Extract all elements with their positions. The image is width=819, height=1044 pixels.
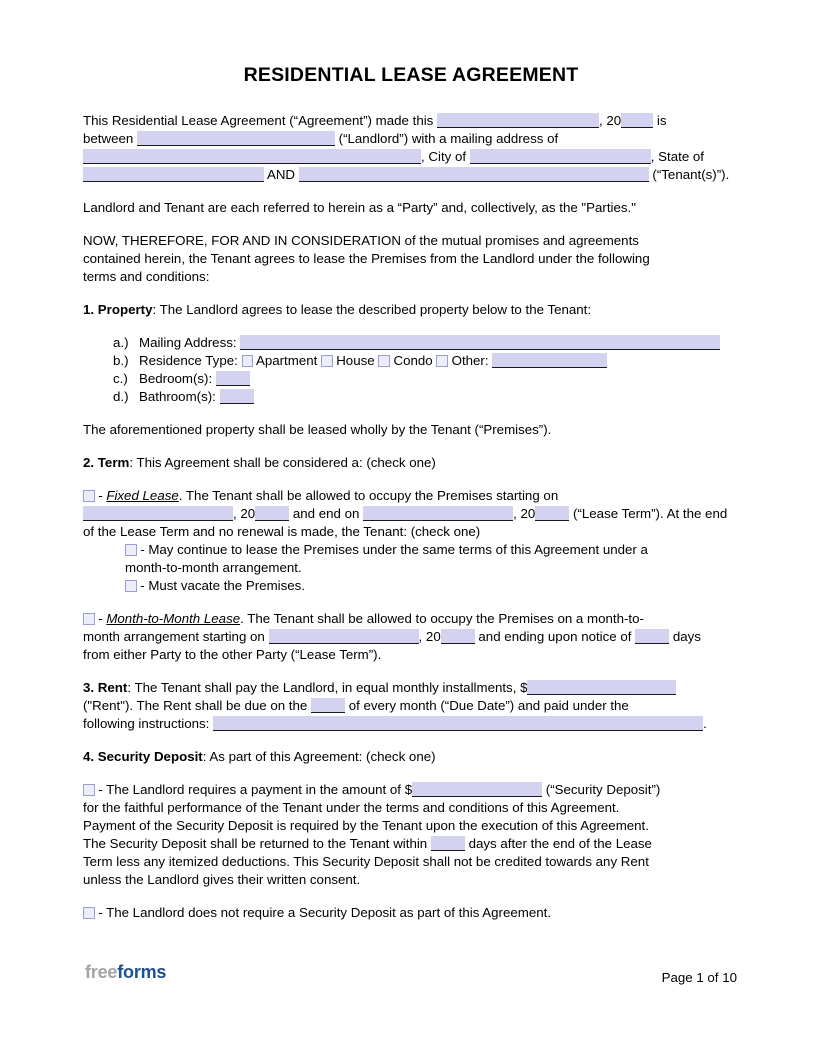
agreement-date-field[interactable] (437, 113, 599, 128)
text-line: AND (“Tenant(s)”). (83, 166, 739, 184)
text-line: This Residential Lease Agreement (“Agreement”) made this , 20 is (83, 113, 667, 128)
house-checkbox[interactable] (321, 355, 333, 367)
other-checkbox[interactable] (436, 355, 448, 367)
rent-amount-field[interactable] (527, 680, 676, 695)
document-content (83, 64, 739, 922)
text-line: Payment of the Security Deposit is required by the Tenant upon the execution of this Agreement. (83, 818, 649, 833)
bedrooms-field[interactable] (216, 371, 250, 386)
text-line: NOW, THEREFORE, FOR AND IN CONSIDERATION of the mutual promises and agreements (83, 233, 639, 248)
text-line: ("Rent"). The Rent shall be due on the of every month (“Due Date”) and paid under the (83, 698, 629, 713)
section-heading-text: 4. Security Deposit (83, 749, 203, 764)
text-line: following instructions: . (83, 716, 707, 731)
m2m-start-date-field[interactable] (269, 629, 419, 644)
text-line: - Month-to-Month Lease. The Tenant shall be allowed to occupy the Premises on a month-to- (83, 610, 739, 628)
fixed-lease-options (83, 541, 739, 595)
m2m-start-year-field[interactable] (441, 629, 475, 644)
text-line: unless the Landlord gives their written consent. (83, 872, 361, 887)
text-line: from either Party to the other Party (“Lease Term”). (83, 647, 382, 662)
payment-instructions-field[interactable] (213, 716, 703, 731)
text-line: b.) Residence Type: Apartment House Condo Other: (113, 352, 739, 370)
consideration-paragraph (83, 232, 739, 286)
text-line: , City of , State of (83, 148, 739, 166)
page-number: Page 1 of 10 (661, 970, 737, 985)
text-line: - May continue to lease the Premises under the same terms of this Agreement under a (125, 541, 739, 559)
no-deposit-checkbox[interactable] (83, 907, 95, 919)
text-line: - Must vacate the Premises. (125, 577, 739, 595)
property-list (83, 334, 739, 406)
defined-term: Fixed Lease (106, 488, 179, 503)
text-line: The Security Deposit shall be returned to the Tenant within days after the end of the Lease (83, 836, 652, 851)
deposit-amount-field[interactable] (412, 782, 542, 797)
list-item-label: a.) (113, 335, 129, 350)
bathrooms-field[interactable] (220, 389, 254, 404)
list-item-label: b.) (113, 353, 129, 368)
document-body (83, 112, 739, 922)
text-line: 2. Term: This Agreement shall be considered a: (check one) (83, 455, 436, 470)
other-residence-type-field[interactable] (492, 353, 607, 368)
must-vacate-checkbox[interactable] (125, 580, 137, 592)
text-line: 4. Security Deposit: As part of this Agreement: (check one) (83, 749, 436, 764)
premises-paragraph (83, 421, 739, 439)
continue-month-to-month-checkbox[interactable] (125, 544, 137, 556)
landlord-city-field[interactable] (470, 149, 651, 164)
logo-forms-text: forms (117, 962, 167, 982)
section-2-term-heading (83, 454, 739, 472)
text-line: Landlord and Tenant are each referred to herein as a “Party” and, collectively, as the "Parties." (83, 200, 636, 215)
landlord-state-field[interactable] (83, 167, 264, 182)
lease-end-date-field[interactable] (363, 506, 513, 521)
apartment-checkbox[interactable] (242, 355, 254, 367)
text-line: 3. Rent: The Tenant shall pay the Landlord, in equal monthly installments, $ (83, 679, 739, 697)
text-line: c.) Bedroom(s): (113, 370, 739, 388)
tenant-name-field[interactable] (299, 167, 649, 182)
text-line: month arrangement starting on , 20 and ending upon notice of days (83, 629, 701, 644)
text-line: for the faithful performance of the Tenant under the terms and conditions of this Agreement. (83, 800, 620, 815)
month-to-month-lease-checkbox[interactable] (83, 613, 95, 625)
landlord-address-field[interactable] (83, 149, 421, 164)
fixed-lease-checkbox[interactable] (83, 490, 95, 502)
text-line: between (“Landlord”) with a mailing address of (83, 131, 559, 146)
deposit-required-checkbox[interactable] (83, 784, 95, 796)
landlord-name-field[interactable] (137, 131, 335, 146)
agreement-year-field[interactable] (621, 113, 653, 128)
security-deposit-required-paragraph (83, 781, 739, 889)
section-4-security-deposit-heading (83, 748, 739, 766)
text-line: of the Lease Term and no renewal is made, the Tenant: (check one) (83, 524, 481, 539)
text-line: - The Landlord requires a payment in the amount of $ (“Security Deposit”) (83, 781, 739, 799)
parties-paragraph (83, 199, 739, 217)
logo-free-text: free (85, 962, 118, 982)
deposit-return-days-field[interactable] (431, 836, 465, 851)
section-heading-text: 2. Term (83, 455, 130, 470)
defined-term: Month-to-Month Lease (106, 611, 241, 626)
notice-days-field[interactable] (635, 629, 669, 644)
text-line: Term less any itemized deductions. This Security Deposit shall not be credited towards any Rent (83, 854, 649, 869)
text-line: The aforementioned property shall be leased wholly by the Tenant (“Premises”). (83, 422, 552, 437)
month-to-month-paragraph (83, 610, 739, 664)
section-3-rent-paragraph (83, 679, 739, 733)
fixed-lease-paragraph (83, 487, 739, 541)
text-line: 1. Property: The Landlord agrees to lease the described property below to the Tenant: (83, 302, 592, 317)
lease-end-year-field[interactable] (535, 506, 569, 521)
freeforms-logo (85, 962, 166, 983)
condo-checkbox[interactable] (378, 355, 390, 367)
section-1-property-heading (83, 301, 739, 319)
text-line: terms and conditions: (83, 269, 210, 284)
lease-start-date-field[interactable] (83, 506, 233, 521)
intro-paragraph (83, 112, 739, 184)
text-line: contained herein, the Tenant agrees to lease the Premises from the Landlord under the following (83, 251, 650, 266)
text-line: - Fixed Lease. The Tenant shall be allowed to occupy the Premises starting on (83, 487, 739, 505)
text-line: a.) Mailing Address: (113, 334, 739, 352)
section-heading-text: 3. Rent (83, 680, 128, 695)
rent-due-day-field[interactable] (311, 698, 345, 713)
text-line: - The Landlord does not require a Security Deposit as part of this Agreement. (83, 904, 739, 922)
text-line: d.) Bathroom(s): (113, 388, 739, 406)
document-title: RESIDENTIAL LEASE AGREEMENT (243, 64, 579, 86)
lease-start-year-field[interactable] (255, 506, 289, 521)
list-item-label: d.) (113, 389, 129, 404)
text-line: month-to-month arrangement. (125, 560, 302, 575)
property-mailing-address-field[interactable] (240, 335, 720, 350)
section-heading-text: 1. Property (83, 302, 153, 317)
text-line: , 20 and end on , 20 (“Lease Term”). At the end (83, 505, 739, 523)
list-item-label: c.) (113, 371, 128, 386)
no-security-deposit-paragraph (83, 904, 739, 922)
